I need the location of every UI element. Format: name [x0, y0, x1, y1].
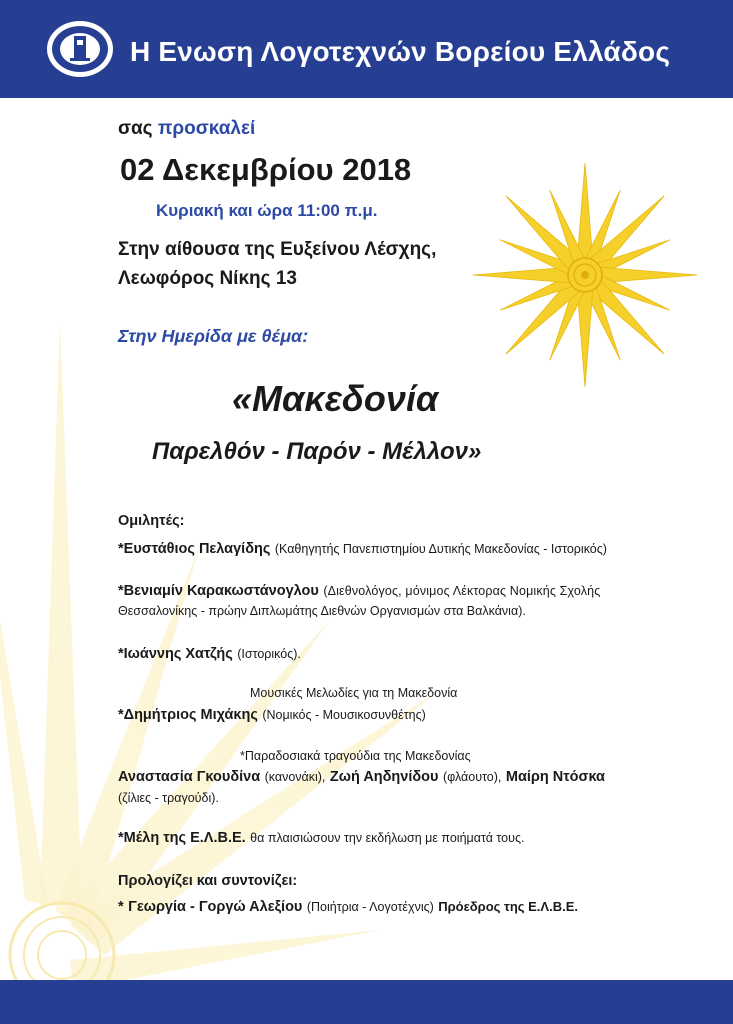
moderator-name: Γεωργία - Γοργώ Αλεξίου — [128, 899, 303, 915]
footer-bar — [0, 980, 733, 1024]
performer-role-cont: (ζίλιες - τραγούδι). — [118, 791, 219, 805]
performer-role: (κανονάκι), — [264, 770, 326, 784]
invite-verb: προσκαλεί — [157, 118, 256, 139]
speaker-name: *Ευστάθιος Πελαγίδης — [118, 541, 271, 557]
speaker-name: *Βενιαμίν Καρακωστάνογλου — [118, 583, 319, 599]
theme-title: «Μακεδονία — [232, 378, 439, 419]
songs-heading: *Παραδοσιακά τραγούδια της Μακεδονίας — [240, 749, 471, 763]
venue-line-2: Λεωφόρος Νίκης 13 — [118, 268, 297, 289]
event-date: 02 Δεκεμβρίου 2018 — [120, 152, 412, 187]
speaker-3 — [118, 645, 301, 663]
songs-performers — [118, 768, 605, 786]
event-intro: Στην Ημερίδα με θέμα: — [118, 326, 309, 346]
music-performer — [118, 706, 426, 724]
speaker-1 — [118, 540, 607, 558]
music-heading: Μουσικές Μελωδίες για τη Μακεδονία — [250, 686, 458, 700]
speaker-name: *Ιωάννης Χατζής — [118, 646, 233, 662]
society-emblem-icon — [44, 18, 116, 80]
moderator-heading: Προλογίζει και συντονίζει: — [118, 873, 298, 889]
performer-name: Ζωή Αηδηνίδου — [329, 769, 439, 785]
theme-subtitle: Παρελθόν - Παρόν - Μέλλον» — [152, 438, 482, 465]
vergina-sun-icon — [460, 160, 710, 390]
speaker-role: (Καθηγητής Πανεπιστημίου Δυτικής Μακεδονίας - Ιστορικός) — [274, 542, 607, 556]
members-name: *Μέλη της Ε.Λ.Β.Ε. — [118, 830, 246, 846]
venue-line-1: Στην αίθουσα της Ευξείνου Λέσχης, — [118, 239, 437, 260]
header-bar — [0, 0, 733, 98]
performer-name: Αναστασία Γκουδίνα — [118, 769, 261, 785]
moderator-role: (Ποιήτρια - Λογοτέχνις) — [306, 900, 434, 914]
speaker-role: (Διεθνολόγος, μόνιμος Λέκτορας Νομικής Σχολής — [323, 584, 601, 598]
header-title: Η Ενωση Λογοτεχνών Βορείου Ελλάδος — [130, 36, 671, 67]
performer-role: (φλάουτο), — [442, 770, 502, 784]
moderator-line — [118, 898, 578, 916]
performer-name: Μαίρη Ντόσκα — [505, 769, 605, 785]
event-time: Κυριακή και ώρα 11:00 π.μ. — [156, 201, 378, 220]
invite-prefix: σας — [118, 118, 153, 139]
speaker-role-cont: Θεσσαλονίκης - πρώην Διπλωμάτης Διεθνών Οργανισμών στα Βαλκάνια). — [118, 604, 526, 618]
members-text: θα πλαισιώσουν την εκδήλωση με ποιήματά τους. — [250, 831, 525, 845]
invite-line — [118, 118, 255, 140]
speaker-role: (Ιστορικός). — [237, 647, 301, 661]
speaker-2 — [118, 582, 600, 600]
performer-role: (Νομικός - Μουσικοσυνθέτης) — [262, 708, 426, 722]
moderator-title: Πρόεδρος της Ε.Λ.Β.Ε. — [438, 899, 578, 914]
moderator-star: * — [118, 899, 124, 915]
performer-name: *Δημήτριος Μιχάκης — [118, 707, 258, 723]
members-line — [118, 829, 524, 847]
speakers-heading: Ομιλητές: — [118, 513, 185, 529]
